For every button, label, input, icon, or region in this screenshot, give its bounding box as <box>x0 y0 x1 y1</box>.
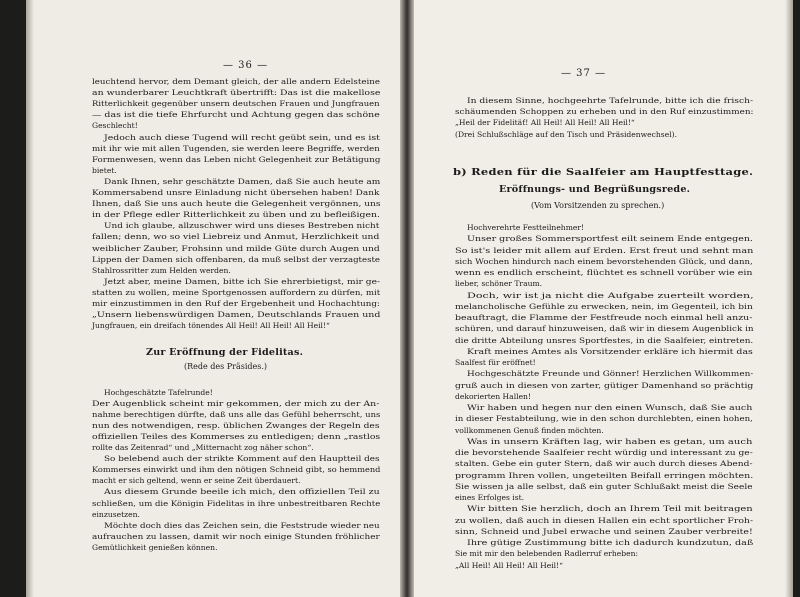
right-body-line: lieber, schöner Traum. <box>455 279 543 289</box>
right-body-line: Doch, wir ist ja nicht die Aufgabe zuerteilt worden, <box>467 290 754 300</box>
section-heading: Zur Eröffnung der Fidelitas. <box>146 347 304 358</box>
section-subheading: Eröffnungs- und Begrüßungsrede. <box>499 184 691 195</box>
right-body-line: Hochgeschätzte Freunde und Gönner! Herzlichen Willkommen- <box>467 369 754 379</box>
section-byline: (Vom Vorsitzenden zu sprechen.) <box>531 201 665 210</box>
right-body-line: So ist's leider mit allem auf Erden. Erst freut und sehnt man <box>455 245 754 255</box>
right-body-line: Kraft meines Amtes als Vorsitzender erkläre ich hiermit das <box>467 346 753 356</box>
right-body-line: zu wollen, daß auch in diesen Hallen ein echt sportlicher Froh- <box>455 515 754 525</box>
left-body-line: Ihnen, daß Sie uns auch heute die Gelegenheit vergönnen, uns <box>92 199 381 209</box>
section-subheading: (Rede des Präsides.) <box>184 362 268 371</box>
left-body-line: schließen, um die Königin Fidelitas in ihre unbestreitbaren Rechte <box>92 498 381 508</box>
right-body-line: stalten. Gebe ein guter Stern, daß wir auch durch dieses Abend- <box>455 459 753 469</box>
left-edge-shadow <box>26 0 34 597</box>
left-body-line: statten zu wollen, meine Sportgenossen auffordern zu dürfen, mit <box>92 287 381 297</box>
right-body-line: beauftragt, die Flamme der Festfreude noch einmal hell anzu- <box>455 313 753 322</box>
left-body-line: So belebend auch der strikte Komment auf den Hauptteil des <box>104 454 380 464</box>
right-body-line: Unser großes Sommersportfest eilt seinem Ende entgegen. <box>467 234 753 244</box>
right-body-line: die bevorstehende Saalfeier recht würdig und interessant zu ge- <box>455 448 753 457</box>
left-body-line: Und ich glaube, allzuschwer wird uns dieses Bestreben nicht <box>104 221 380 231</box>
right-body-line: Wir bitten Sie herzlich, doch an Ihrem Teil mit beitragen <box>467 504 753 514</box>
left-body-line: fallen; denn, wo so viel Liebreiz und Anmut, Herzlichkeit und <box>92 232 380 242</box>
right-body-line: Hochverehrte Festteilnehmer! <box>467 223 585 232</box>
right-body-line: schüren, und darauf hinzuweisen, daß wir in diesem Augenblick in <box>455 324 754 334</box>
right-body-line: Sie wissen ja alle selbst, daß ein guter Schlußakt meist die Seele <box>455 481 753 491</box>
left-body-line: Dank Ihnen, sehr geschätzte Damen, daß Sie auch heute am <box>104 176 381 186</box>
left-body-line: Kommersabend unsre Einladung nicht übersehen haben! Dank <box>92 188 380 197</box>
right-body-line: Sie mit mir den belebenden Radlerruf erheben: <box>455 549 639 559</box>
left-body-line: „Unsern liebenswürdigen Damen, Deutschlands Frauen und <box>92 310 381 320</box>
left-body-line: nahme berechtigen dürfte, daß uns alle das Gefühl beherrscht, uns <box>92 410 381 420</box>
right-body-line: gruß auch in diesen von zarter, gütiger Damenhand so prächtig <box>455 380 754 390</box>
left-body-line: Hochgeschätzte Tafelrunde! <box>104 388 213 397</box>
left-body-line: Lippen der Damen sich offenbaren, da muß selbst der verzagteste <box>92 254 381 264</box>
left-body-line: bietet. <box>92 165 117 175</box>
left-body-line: Jedoch auch diese Tugend will recht geübt sein, und es ist <box>104 132 380 142</box>
right-body-line: Wir haben und hegen nur den einen Wunsch, daß Sie auch <box>467 403 753 412</box>
right-body-line: Ihre gütige Zustimmung bitte ich dadurch kundzutun, daß <box>467 538 754 547</box>
right-edge-shadow <box>785 0 793 597</box>
left-body-line: Formenwesen, wenn das Leben nicht Gelegenheit zur Betätigung <box>92 154 381 164</box>
left-body-line: Jetzt aber, meine Damen, bitte ich Sie ehrerbietigst, mir ge- <box>104 276 381 286</box>
right-body-line: programm Ihren vollen, ungeteilten Beifall erringen möchten. <box>455 470 754 480</box>
left-body-line: leuchtend hervor, dem Demant gleich, der alle andern Edelsteine <box>92 77 381 86</box>
page-number: — 37 — <box>561 68 607 79</box>
left-body-line: Der Augenblick scheint mir gekommen, der mich zu der An- <box>92 399 380 409</box>
right-body-line: vollkommenen Genuß finden möchten. <box>455 425 604 435</box>
left-body-line: in der Pflege edler Ritterlichkeit zu üben und zu befleißigen. <box>92 210 381 220</box>
left-body-line: einzusetzen. <box>92 509 140 519</box>
left-body-line: rollte das Zeitenrad“ und „Mitternacht zog näher schon“. <box>92 443 314 453</box>
right-body-line: sinn, Schneid und Jubel erwache und seinen Zauber verbreite! <box>455 526 753 536</box>
right-body-line: eines Erfolges ist. <box>455 493 525 502</box>
right-body-line: „All Heil! All Heil! All Heil!“ <box>455 560 563 570</box>
left-body-line: mit ihr wie mit allen Tugenden, sie werden leere Begriffe, werden <box>92 143 380 153</box>
right-body-line: Saalfest für eröffnet! <box>455 358 536 367</box>
right-body-line: wenn es endlich erscheint, flüchtet es schnell vorüber wie ein <box>455 268 753 277</box>
section-heading: b) Reden für die Saalfeier am Hauptfesttage. <box>453 167 754 178</box>
left-body-line: Stahlrossritter zum Helden werden. <box>92 265 231 275</box>
left-body-line: weiblicher Zauber, Frohsinn und milde Güte durch Augen und <box>92 243 380 253</box>
right-body-line: sich Wochen hindurch nach einem bevorstehenden Glück, und dann, <box>455 256 753 266</box>
left-body-line: Kommerses einwirkt und ihm den nötigen Schneid gibt, so hemmend <box>92 465 381 475</box>
left-body-line: Gemütlichkeit genießen können. <box>92 542 218 552</box>
right-body-line: die dritte Abteilung unsres Sportfestes, in die Saalfeier, eintreten. <box>455 335 754 345</box>
left-body-line: mir einzustimmen in den Ruf der Ergebenheit und Hochachtung: <box>92 299 380 308</box>
book-gutter <box>400 0 414 597</box>
left-body-line: nun des notwendigen, resp. üblichen Zwanges der Regeln des <box>92 421 380 431</box>
left-body-line: macht er sich geltend, wenn er seine Zeit überdauert. <box>92 476 301 486</box>
left-body-line: Geschlecht! <box>92 121 138 131</box>
left-body-line: an wunderbarer Leuchtkraft übertrifft: Das ist die makellose <box>92 88 381 98</box>
right-body-line: (Drei Schlußschläge auf den Tisch und Präsidenwechsel). <box>455 129 677 139</box>
page-number: — 36 — <box>223 60 269 71</box>
left-body-line: offiziellen Teiles des Kommerses zu entledigen; denn „rastlos <box>92 432 381 442</box>
left-body-line: Ritterlichkeit gegenüber unsern deutschen Frauen und Jungfrauen <box>92 99 380 109</box>
right-body-line: In diesem Sinne, hochgeehrte Tafelrunde, bitte ich die frisch- <box>467 96 754 105</box>
left-page <box>26 0 406 597</box>
left-body-line: — das ist die tiefe Ehrfurcht und Achtung gegen das schöne <box>92 110 380 120</box>
right-body-line: schäumenden Schoppen zu erheben und in den Ruf einzustimmen: <box>455 107 754 117</box>
right-body-line: dekorierten Hallen! <box>455 391 532 401</box>
left-body-line: Jungfrauen, ein dreifach tönendes All Heil! All Heil! All Heil!“ <box>92 321 330 331</box>
left-body-line: Aus diesem Grunde beeile ich mich, den offiziellen Teil zu <box>104 487 380 497</box>
left-body-line: aufrauchen zu lassen, damit wir noch einige Stunden fröhlicher <box>92 531 380 541</box>
right-body-line: Was in unsern Kräften lag, wir haben es getan, um auch <box>467 436 753 446</box>
right-body-line: in dieser Festabteilung, wie in den schon durchlebten, einen hohen, <box>455 414 753 424</box>
left-body-line: Möchte doch dies das Zeichen sein, die Feststrude wieder neu <box>104 520 380 530</box>
right-page <box>409 0 793 597</box>
right-body-line: „Heil der Fidelitäť! All Heil! All Heil! All Heil!“ <box>455 118 635 128</box>
right-body-line: melancholische Gefühle zu erwecken, nein, im Gegenteil, ich bin <box>455 301 753 311</box>
